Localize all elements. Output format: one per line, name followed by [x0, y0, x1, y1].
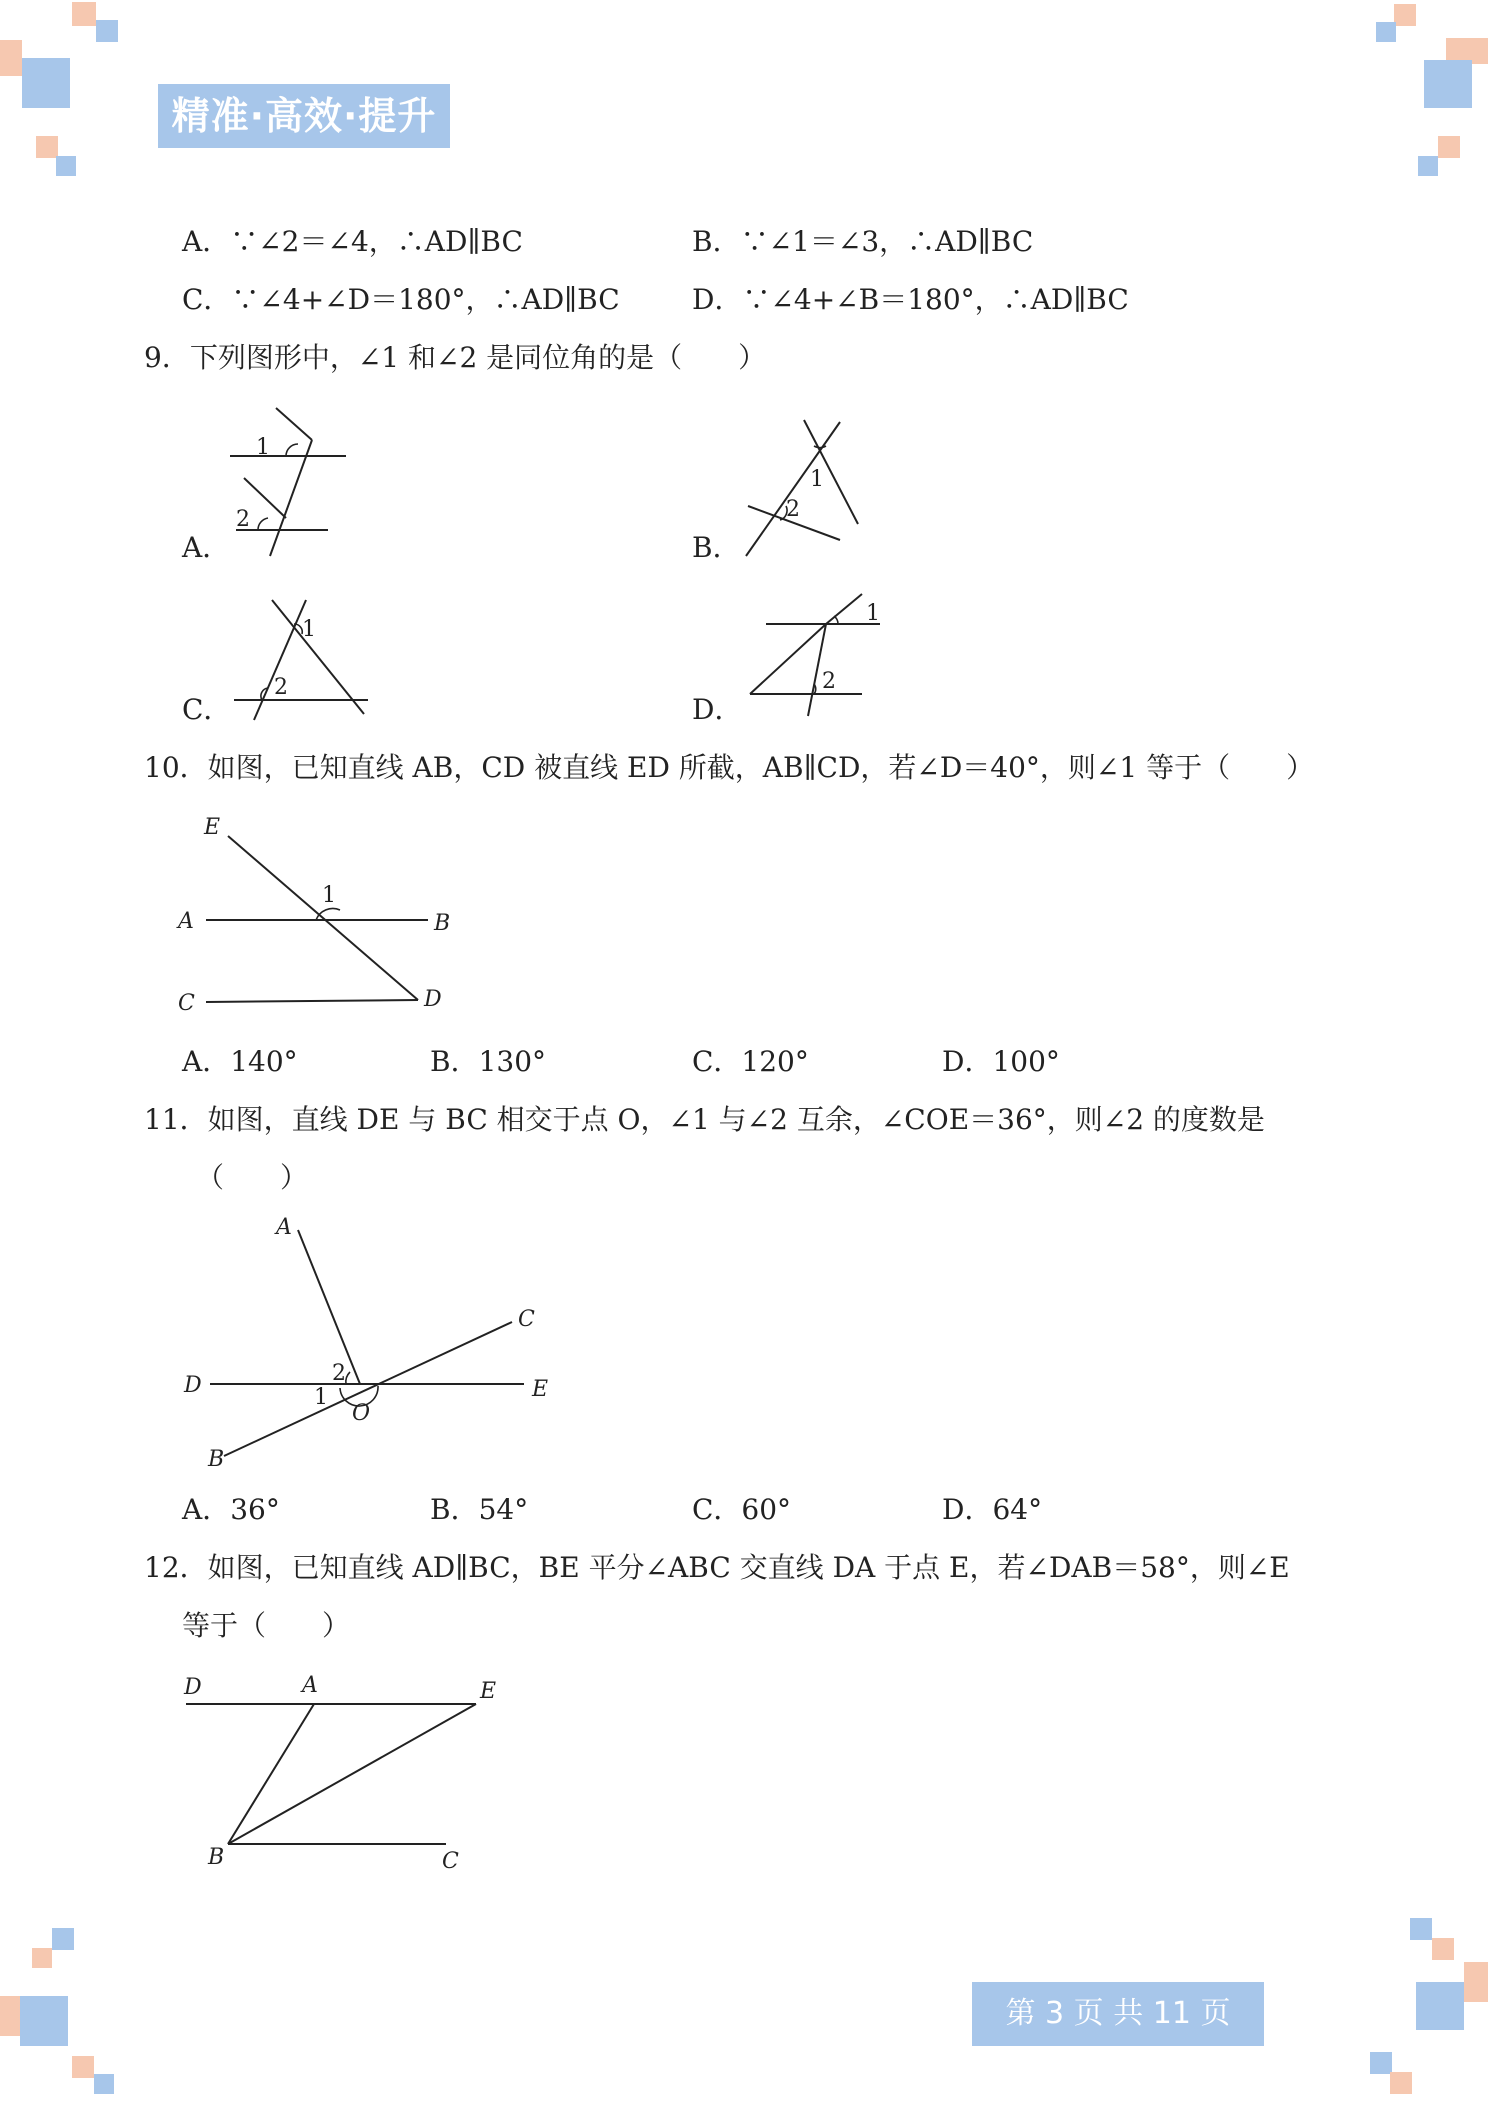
q11-label-1: 1: [314, 1385, 328, 1410]
q11-figure: [180, 1210, 560, 1480]
q10-label-1: 1: [322, 883, 336, 908]
q9-figure-d-letter: D．: [692, 693, 743, 726]
q10-option-d: D．100°: [942, 1045, 1060, 1078]
q10-label-b: B: [434, 911, 451, 936]
q10-option-b: B．130°: [430, 1045, 547, 1078]
q12-label-b: B: [208, 1845, 225, 1870]
q11-label-2: 2: [332, 1361, 346, 1386]
q11-label-e: E: [532, 1377, 549, 1402]
q11-label-d: D: [184, 1373, 202, 1398]
q11-label-c: C: [518, 1307, 535, 1332]
q11-label-a: A: [276, 1215, 292, 1240]
q9-b-label-1: 1: [810, 467, 824, 492]
q8-option-a: A．∵∠2＝∠4，∴AD∥BC: [182, 225, 523, 258]
q10-label-e: E: [204, 815, 221, 840]
q11-option-d: D．64°: [942, 1493, 1043, 1526]
q9-figure-b: [740, 416, 860, 566]
q11-option-a: A．36°: [182, 1493, 280, 1526]
header-banner: 精准·高效·提升: [158, 84, 450, 148]
q11-label-o: O: [352, 1401, 371, 1426]
q10-label-a: A: [178, 909, 194, 934]
q9-figure-b-letter: B．: [692, 531, 741, 564]
q12-label-e: E: [480, 1679, 497, 1704]
q9-a-label-2: 2: [236, 507, 250, 532]
q11-option-c: C．60°: [692, 1493, 792, 1526]
q12-label-d: D: [184, 1675, 202, 1700]
q9-figure-d: [744, 590, 894, 720]
q9-figure-a-letter: A．: [182, 531, 231, 564]
q10-option-a: A．140°: [182, 1045, 298, 1078]
q10-stem: 10．如图，已知直线 AB，CD 被直线 ED 所截，AB∥CD，若∠D＝40°，则∠1 等于（ ）: [144, 751, 1315, 784]
q10-figure: [176, 806, 476, 1026]
q12-stem: 12．如图，已知直线 AD∥BC，BE 平分∠ABC 交直线 DA 于点 E，若∠DAB＝58°，则∠E: [144, 1551, 1290, 1584]
q9-b-label-2: 2: [786, 497, 800, 522]
q12-stem-cont: 等于（ ）: [182, 1609, 351, 1642]
q9-c-label-2: 2: [274, 675, 288, 700]
q9-a-label-1: 1: [256, 435, 270, 460]
q9-d-label-2: 2: [822, 669, 836, 694]
q10-option-c: C．120°: [692, 1045, 809, 1078]
q9-figure-c-letter: C．: [182, 693, 232, 726]
q9-figure-c: [228, 596, 378, 726]
q9-stem: 9．下列图形中，∠1 和∠2 是同位角的是（ ）: [144, 341, 767, 374]
q12-label-a: A: [302, 1673, 318, 1698]
page-number-footer: 第 3 页 共 11 页: [972, 1982, 1264, 2046]
q11-stem: 11．如图，直线 DE 与 BC 相交于点 O，∠1 与∠2 互余，∠COE＝36°，则∠2 的度数是: [144, 1103, 1265, 1136]
q8-option-c: C．∵∠4+∠D＝180°，∴AD∥BC: [182, 283, 620, 316]
q11-label-b: B: [208, 1447, 225, 1472]
q12-label-c: C: [442, 1849, 459, 1874]
q9-figure-a: [226, 400, 356, 560]
q12-figure: [176, 1668, 516, 1878]
q11-option-b: B．54°: [430, 1493, 529, 1526]
q11-stem-cont: （ ）: [196, 1161, 309, 1194]
q9-d-label-1: 1: [866, 601, 880, 626]
q8-option-d: D．∵∠4+∠B＝180°，∴AD∥BC: [692, 283, 1129, 316]
q9-c-label-1: 1: [302, 617, 316, 642]
q10-label-c: C: [178, 991, 195, 1016]
q8-option-b: B．∵∠1＝∠3，∴AD∥BC: [692, 225, 1034, 258]
q10-label-d: D: [424, 987, 442, 1012]
